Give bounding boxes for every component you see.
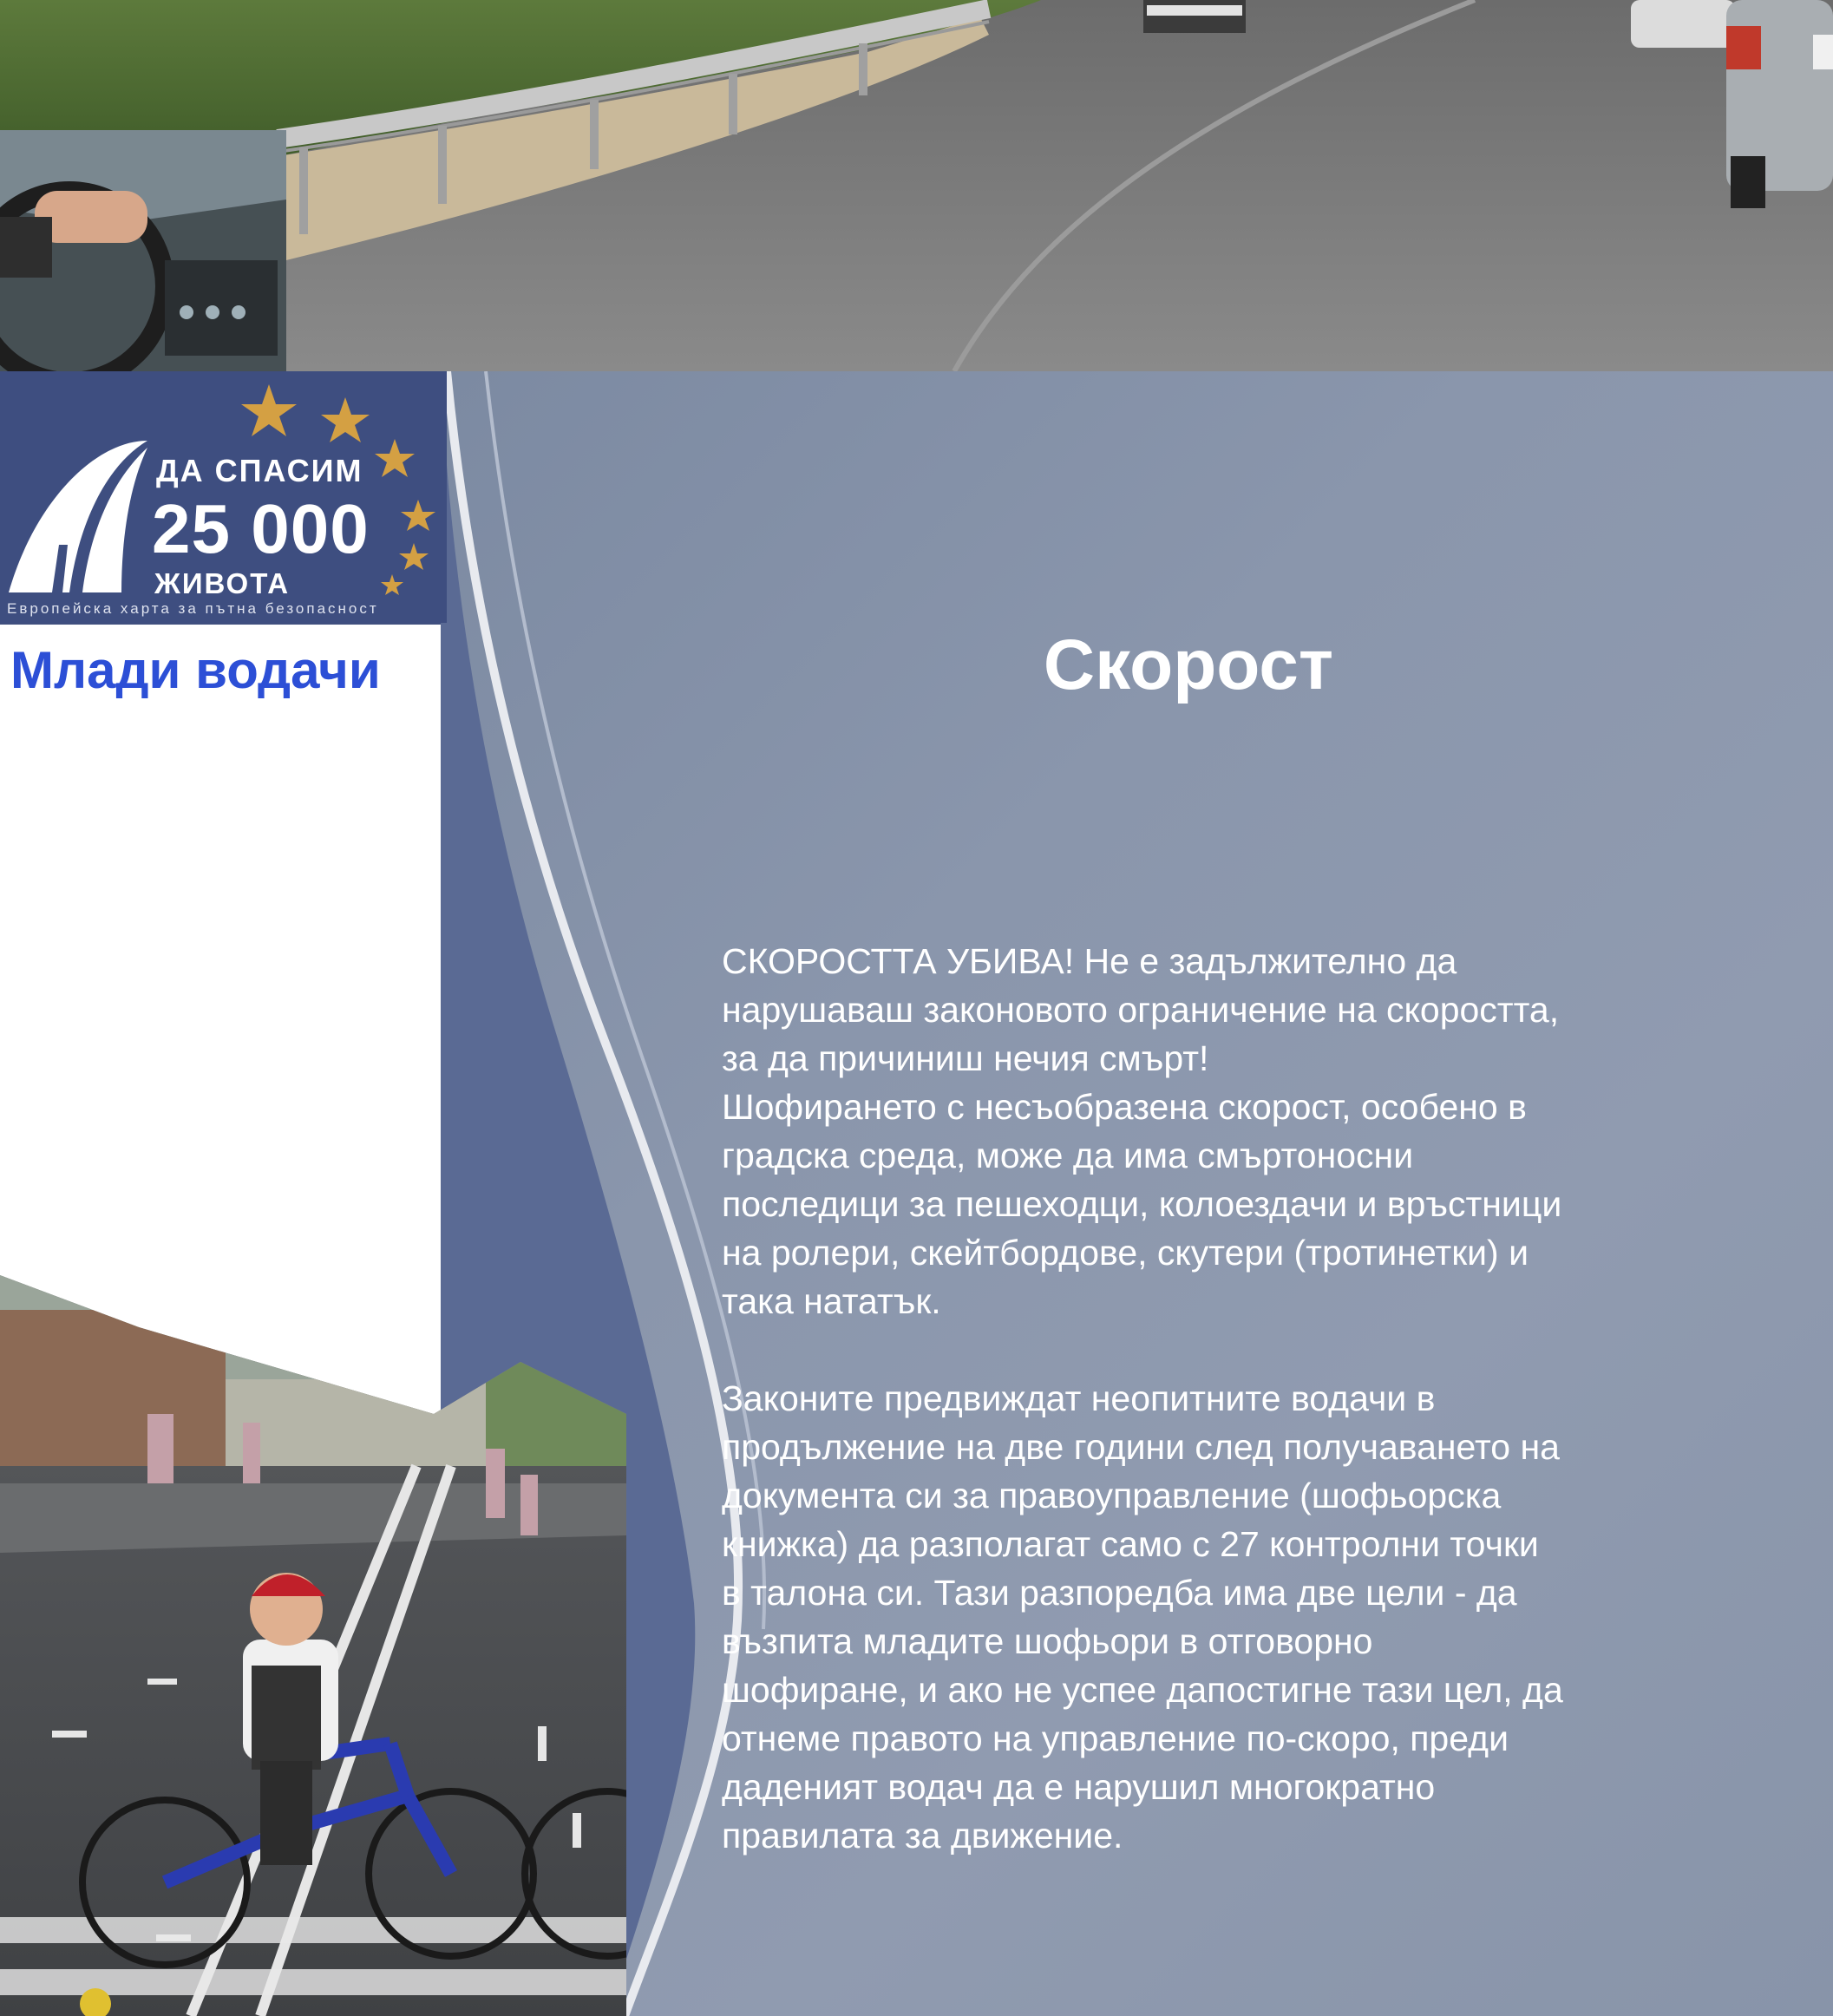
- text-line: така нататък.: [722, 1281, 941, 1321]
- text-line: продължение на две години след получаването на: [722, 1427, 1560, 1467]
- text-line: за да причиниш нечия смърт!: [722, 1038, 1209, 1078]
- text-line: СКОРОСТТА УБИВА! Не е задължително да: [722, 941, 1457, 981]
- road-photo: [0, 0, 1833, 371]
- paragraph-2: [722, 1374, 1745, 1860]
- text-line: даденият водач да е нарушил многократно: [722, 1767, 1436, 1807]
- text-line: шофиране, и ако не успее дапостигне тази цел, да: [722, 1670, 1563, 1710]
- logo-number: 25 000: [152, 490, 370, 567]
- text-line: документа си за правоуправление (шофьорска: [722, 1476, 1502, 1515]
- text-line: Законите предвиждат неопитните водачи в: [722, 1378, 1436, 1418]
- text-line: възпита младите шофьори в отговорно: [722, 1621, 1373, 1661]
- text-line: последици за пешеходци, колоездачи и връстници: [722, 1184, 1562, 1224]
- page-heading: Скорост: [1043, 625, 1334, 704]
- text-line: градска среда, може да има смъртоносни: [722, 1136, 1414, 1175]
- kid-bicycle-photo: [0, 1275, 626, 2016]
- text-line: Шофирането с несъобразена скорост, особено в: [722, 1087, 1527, 1127]
- body-text: [722, 937, 1745, 1860]
- text-line: правилата за движение.: [722, 1816, 1123, 1856]
- logo-line3: ЖИВОТА: [154, 567, 291, 599]
- paragraph-1: [722, 937, 1745, 1325]
- logo-tagline: Европейска харта за пътна безопасност: [7, 600, 379, 617]
- text-line: на ролери, скейтбордове, скутери (тротинетки) и: [722, 1233, 1529, 1273]
- logo: [0, 371, 447, 623]
- text-line: нарушаваш законовото ограничение на скоростта,: [722, 990, 1560, 1030]
- text-line: отнеме правото на управление по-скоро, преди: [722, 1718, 1509, 1758]
- section-title: Млади водачи: [10, 641, 381, 699]
- logo-line1: ДА СПАСИМ: [156, 453, 363, 488]
- text-line: в талона си. Тази разпоредба има две цели - да: [722, 1573, 1517, 1613]
- text-line: книжка) да разполагат само с 27 контролни точки: [722, 1524, 1539, 1564]
